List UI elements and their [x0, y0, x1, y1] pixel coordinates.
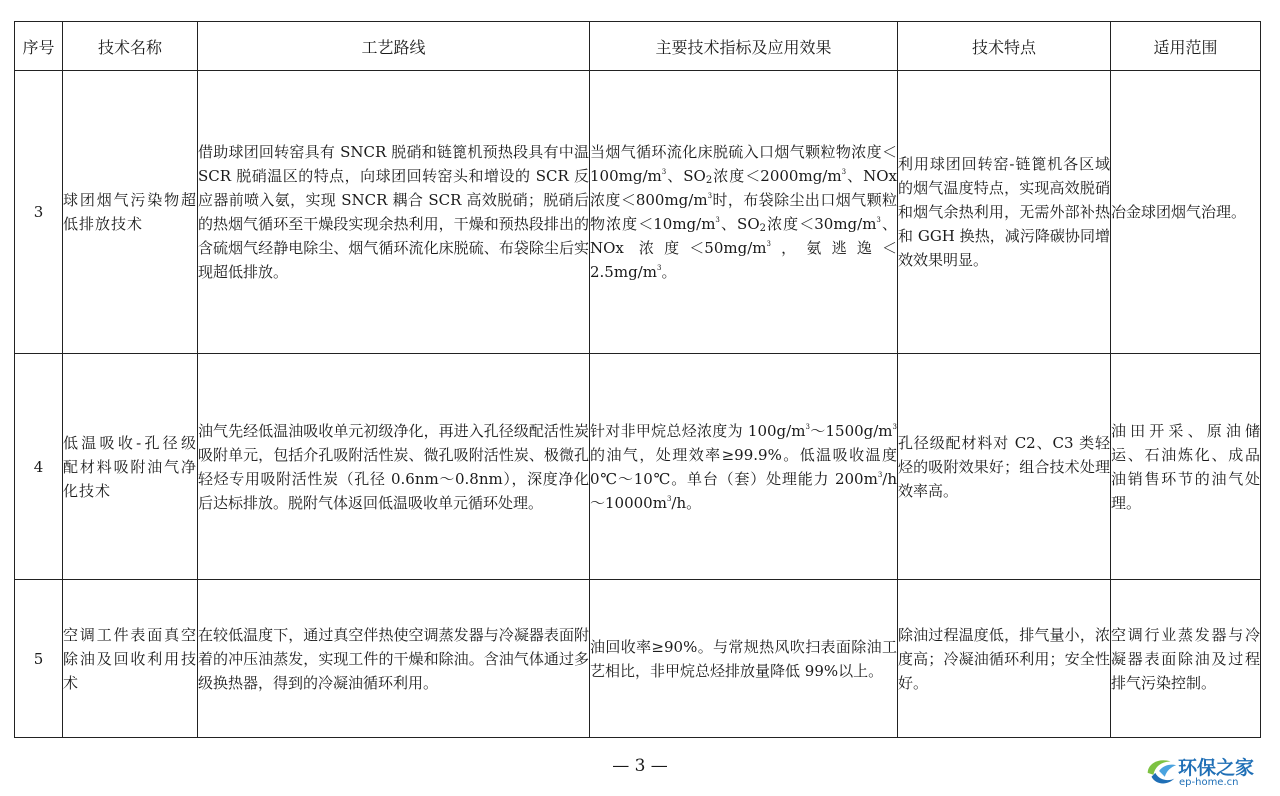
- leaf-swirl-icon: [1142, 752, 1180, 790]
- page-number: — 3 —: [612, 756, 668, 776]
- row-scope: 冶金球团烟气治理。: [1111, 71, 1261, 354]
- header-route: 工艺路线: [198, 22, 590, 71]
- logo-url: ep-home.cn: [1179, 777, 1239, 788]
- table-row: [15, 580, 1261, 738]
- row-tech-name: 空调工件表面真空除油及回收利用技术: [63, 580, 198, 738]
- row-features: 利用球团回转窑-链篦机各区域的烟气温度特点，实现高效脱硝和烟气余热利用，无需外部补热和 GGH 换热，减污降碳协同增效效果明显。: [898, 71, 1111, 354]
- table-row: [15, 71, 1261, 354]
- row-metrics: 针对非甲烷总烃浓度为 $100g/m^3\sim 1500g/m^3$的油气，处理效率≥99.9%。低温吸收温度 0℃～10℃。单台（套）处理能力 $200m^3/h\sim 10000m^3/h$。: [590, 354, 898, 580]
- header-name: 技术名称: [63, 22, 198, 71]
- row-process-route: 油气先经低温油吸收单元初级净化，再进入孔径级配活性炭吸附单元，包括介孔吸附活性炭、微孔吸附活性炭、极微孔轻烃专用吸附活性炭（孔径 0.6nm～0.8nm），深度净化后达标排放。脱附气体返回低温吸收单元循环处理。: [198, 354, 590, 580]
- row-tech-name: 球团烟气污染物超低排放技术: [63, 71, 198, 354]
- table-row: [15, 354, 1261, 580]
- row-seq: 4: [15, 354, 63, 580]
- table-header-row: [15, 22, 1261, 71]
- row-tech-name: 低温吸收-孔径级配材料吸附油气净化技术: [63, 354, 198, 580]
- row-scope: 油田开采、原油储运、石油炼化、成品油销售环节的油气处理。: [1111, 354, 1261, 580]
- header-features: 技术特点: [898, 22, 1111, 71]
- header-metrics: 主要技术指标及应用效果: [590, 22, 898, 71]
- row-features: 除油过程温度低，排气量小，浓度高；冷凝油循环利用；安全性好。: [898, 580, 1111, 738]
- technology-table: [14, 21, 1261, 738]
- header-scope: 适用范围: [1111, 22, 1261, 71]
- row-process-route: 在较低温度下，通过真空伴热使空调蒸发器与冷凝器表面附着的冲压油蒸发，实现工件的干燥和除油。含油气体通过多级换热器，得到的冷凝油循环利用。: [198, 580, 590, 738]
- row-seq: 3: [15, 71, 63, 354]
- header-seq: 序号: [15, 22, 63, 71]
- row-seq: 5: [15, 580, 63, 738]
- row-metrics: 油回收率≥90%。与常规热风吹扫表面除油工艺相比，非甲烷总烃排放量降低 99%以上。: [590, 580, 898, 738]
- row-features: 孔径级配材料对 C2、C3 类轻烃的吸附效果好；组合技术处理效率高。: [898, 354, 1111, 580]
- row-scope: 空调行业蒸发器与冷凝器表面除油及过程排气污染控制。: [1111, 580, 1261, 738]
- row-process-route: 借助球团回转窑具有 SNCR 脱硝和链篦机预热段具有中温 SCR 脱硝温区的特点，向球团回转窑头和增设的 SCR 反应器前喷入氨，实现 SNCR 耦合 SCR 高效脱硝；脱硝后的热烟气循环至干燥段实现余热利用，干燥和预热段排出的含硫烟气经静电除尘、烟气循环流化床脱硫、布袋除尘后实现超低排放。: [198, 71, 590, 354]
- site-logo[interactable]: [1142, 750, 1280, 792]
- logo-title: 环保之家: [1178, 757, 1255, 779]
- row-metrics: 当烟气循环流化床脱硫入口烟气颗粒物浓度$<100mg/m^3$、$SO_2$浓度$<2000mg/m^3$、NOx 浓度$<800mg/m^3$时，布袋除尘出口烟气颗粒物浓度$<10mg/m^3$、$SO_2$浓度$<30mg/m^3$、NOx 浓度$<50mg/m^3$，氨逃逸$<2.5mg/m^3$。: [590, 71, 898, 354]
